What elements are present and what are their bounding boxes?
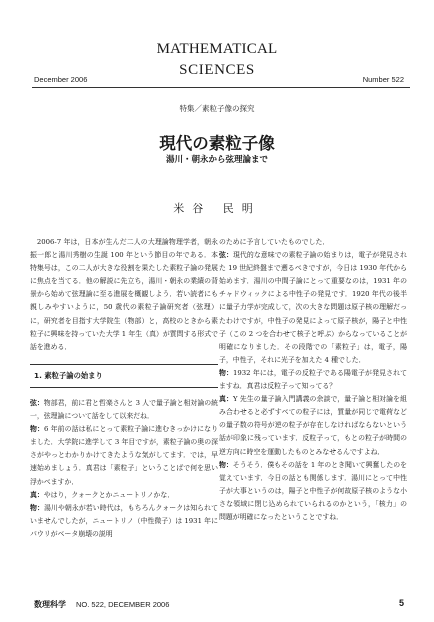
footer-issue-info: NO. 522, DECEMBER 2006 — [76, 600, 170, 609]
dialogue-line — [219, 367, 407, 393]
speaker-label: 真： — [219, 395, 233, 404]
speaker-label: 弦： — [30, 398, 44, 407]
dialogue-text: Y 先生の量子論入門講義の余談で，量子論と相対論を組み合わせると必ずすべての粒子には，質量が同じで電荷などの量子数の符号が逆の粒子が存在しなければならないという話が印象に残っています．反粒子って，もとの粒子が時間の逆方向に時空を運動したものとみなせるんですよね． — [219, 395, 407, 456]
dialogue-text: 湯川や朝永が若い時代は，もちろんクォークは知られていませんでしたが，ニュートリノ（中性微子）は 1931 年にパウリがベータ崩壊の説明 — [30, 503, 218, 538]
dialogue-line — [30, 423, 218, 488]
article-title: 現代の素粒子像 — [159, 134, 275, 153]
speaker-label: 物： — [30, 503, 44, 512]
intro-paragraph: 2006-7 年は，日本が生んだ二人の大理論物理学者，朝永振一郎と湯川秀樹の生誕 100 年という節目の年である．本特集号は，この二人が大きな役割を果たした素粒子論の発展に焦点を当てる．他の解説に先立ち，湯川・朝永の業績の背景から始めて弦理論に至る進展を概観しよう．若い読者にも親しみやすいように，50 歳代の素粒子論研究者（弦理）に，研究者を目指す大学院生（物部）と，高校のときから素粒子に興味を持っていた大学 1 年生（真）が質問する形式で話を進める． — [30, 238, 218, 351]
dialogue-line — [30, 489, 218, 502]
dialogue-text: 1932 年には，電子の反粒子である陽電子が発見されてますね．真君は反粒子って知ってる？ — [219, 368, 407, 391]
dialogue-line — [30, 502, 218, 541]
speaker-label: 物： — [219, 368, 234, 377]
journal-name: 数理科学 — [34, 600, 66, 609]
dialogue-line — [219, 459, 407, 524]
issue-number: Number 522 — [362, 75, 404, 84]
dialogue-text: やはり，クォークとかニュートリノかな． — [43, 490, 175, 499]
header-rule — [32, 87, 410, 88]
right-column — [219, 236, 407, 524]
article-subtitle: 湯川・朝永から弦理論まで — [165, 155, 268, 165]
dialogue-line — [30, 397, 218, 423]
speaker-label: 弦： — [219, 251, 233, 260]
dialogue-text: そうそう．僕もその話を 1 年のとき聞いて興奮したのを覚えています．今日の話とも関係します．湯川にとって中性子が大事というのは，陽子と中性子が何故原子核のような小さな領域に閉じ込められていられるのかという，「核力」の問題が明確になったということですね． — [219, 460, 408, 521]
dialogue-text: 6 年前の話は私にとって素粒子論に進むきっかけになりました．大学院に進学して 3 年目ですが，素粒子論の奥の深さがやっとわかりかけてきたような気がしてます．では，早速始めましょう．真君は「素粒子」ということばで何を思い浮かべますか． — [30, 425, 218, 486]
dialogue-line — [219, 249, 407, 367]
dialogue-text: 現代的な意味での素粒子論の始まりは，電子が発見された 19 世紀終盤まで遡るべきですが，今日は 1930 年代から始めます．湯川の中間子論にとって重要なのは，1931 年のチャドウィックによる中性子の発見です．1920 年代の後半に量子力学が完成して，次の大きな問題は原子核の理解だったわけですが，中性子の発見によって原子核が，陽子と中性子（この 2 つを合わせて核子と呼ぶ）からなっていることが明確になりました．その段階での「素粒子」は，電子，陽子，中性子，それに光子を加えた 4 種でした． — [219, 251, 408, 364]
footer-journal — [34, 599, 169, 610]
magazine-title-line2: SCIENCES — [179, 62, 255, 78]
section-heading: 1. 素粒子論の始まり — [30, 364, 218, 388]
speaker-label: 真： — [30, 490, 44, 499]
issue-date: December 2006 — [34, 75, 88, 84]
dialogue-line — [219, 393, 407, 458]
magazine-title-line1: MATHEMATICAL — [156, 41, 278, 57]
author-name: 米谷 民明 — [173, 202, 261, 215]
page-number: 5 — [398, 598, 404, 608]
left-column — [30, 236, 218, 541]
feature-kicker: 特集／素粒子像の探究 — [179, 104, 255, 113]
speaker-label: 物： — [219, 460, 233, 469]
dialogue-text: 物部君，前に君と哲楽さんと 3 人で量子論と相対論の統一，弦理論について話をして以来だね． — [30, 398, 219, 421]
continuation-text: のために予言していたものでした． — [219, 238, 330, 246]
speaker-label: 物： — [30, 425, 44, 434]
